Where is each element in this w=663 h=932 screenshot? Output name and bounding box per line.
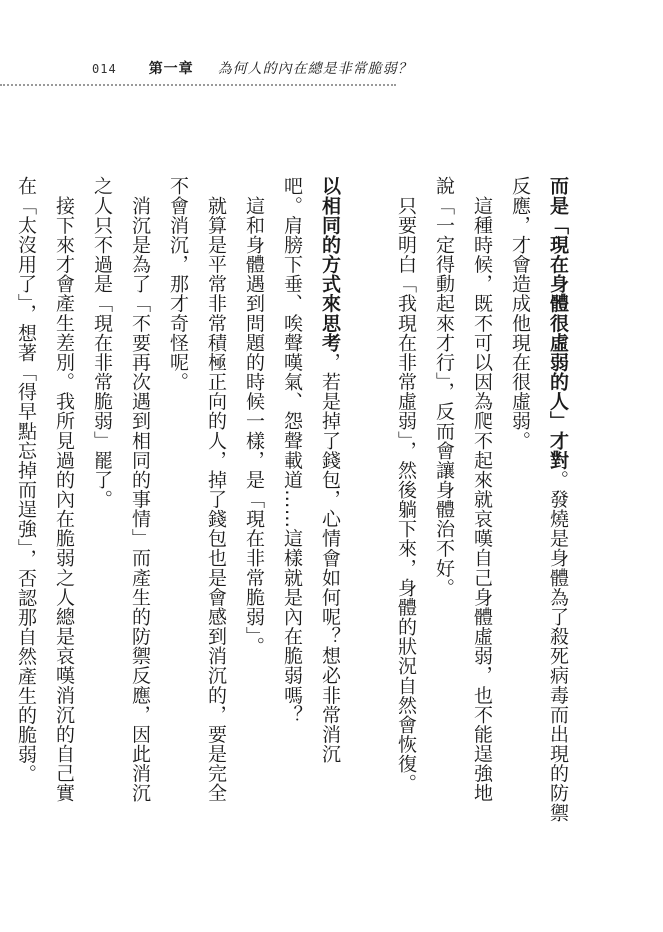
text-column (130, 176, 149, 816)
column-text: 。發燒是身體為了殺死病毒而出現的防禦 (547, 469, 569, 823)
column-text: 不會消沉，那才奇怪呢。 (167, 176, 189, 392)
text-column (168, 176, 187, 816)
text-column (434, 176, 453, 816)
chapter-title: 為何人的內在總是非常脆弱？ (217, 61, 413, 77)
text-column (510, 176, 529, 816)
text-column (16, 176, 35, 816)
running-header (92, 58, 413, 78)
column-text: 說「一定得動起來才行」，反而會讓身體治不好。 (433, 176, 455, 598)
text-column (547, 176, 569, 823)
text-column (92, 176, 111, 816)
text-column (472, 176, 491, 816)
body-text (15, 176, 569, 823)
text-column (282, 176, 301, 816)
bold-phrase: 以相同的方式來思考 (319, 176, 341, 353)
column-text: 這和身體遇到問題的時候一樣，是「現在非常脆弱」。 (243, 176, 265, 656)
chapter-label: 第一章 (148, 61, 194, 77)
column-text: 在「太沒用了」，想著「得早點忘掉而逞強」，否認那自然產生的脆弱。 (15, 176, 37, 784)
header-divider (0, 84, 396, 86)
text-column (54, 176, 73, 816)
text-column (206, 176, 225, 816)
column-text: ，若是掉了錢包，心情會如何呢？想必非常消沉 (319, 352, 341, 764)
column-text: 接下來才會產生差別。我所見過的內在脆弱之人總是哀嘆消沉的自己實 (53, 176, 75, 803)
column-text: 就算是平常非常積極正向的人，掉了錢包也是會感到消沉的，要是完全 (205, 176, 227, 803)
column-text: 只要明白「我現在非常虛弱」，然後躺下來，身體的狀況自然會恢復。 (395, 176, 417, 794)
text-column (244, 176, 263, 816)
bold-phrase: 而是「現在身體很虛弱的人」才對 (547, 176, 569, 470)
column-text: 消沉是為了「不要再次遇到相同的事情」而產生的防禦反應，因此消沉 (129, 176, 151, 803)
column-text: 這種時候，既不可以因為爬不起來就哀嘆自己身體虛弱，也不能逞強地 (471, 176, 493, 803)
column-text: 之人只不過是「現在非常脆弱」罷了。 (91, 176, 113, 509)
text-column (396, 176, 415, 816)
column-text: 吧。肩膀下垂、唉聲嘆氣、怨聲載道……這樣就是內在脆弱嗎？ (281, 176, 303, 725)
text-column (320, 176, 339, 816)
column-text: 反應，才會造成他現在很虛弱。 (509, 176, 531, 451)
page-number: 014 (92, 62, 117, 76)
paragraph-break (358, 176, 377, 816)
